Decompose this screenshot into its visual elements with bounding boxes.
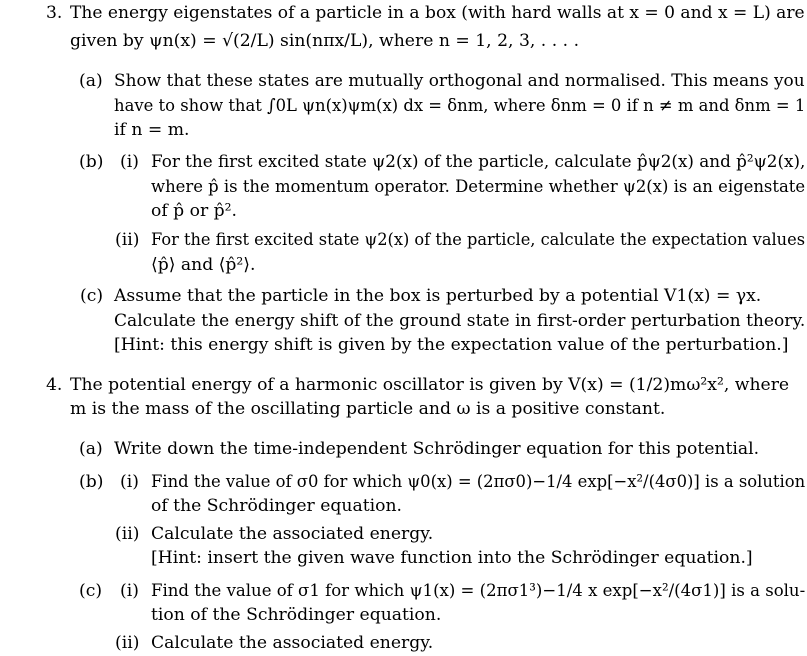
question-4c-label: (c) — [79, 581, 103, 601]
question-4c-ii-label: (ii) — [115, 633, 140, 653]
question-4b-label: (b) — [79, 472, 104, 492]
question-4-intro-line-2: m is the mass of the oscillating particle and ω is a positive constant. — [70, 399, 666, 419]
question-4b-i-line-1: Find the value of σ0 for which ψ0(x) = (2πσ0)−1/4 exp[−x²/(4σ0)] is a solution — [151, 472, 806, 492]
question-3-number: 3. — [46, 3, 63, 23]
question-3b-ii-label: (ii) — [115, 230, 140, 250]
question-3b-i-line-2: where p̂ is the momentum operator. Determine whether ψ2(x) is an eigenstate — [151, 177, 806, 197]
question-3b-i-label: (i) — [120, 152, 139, 172]
question-3b-ii-line-2: ⟨p̂⟩ and ⟨p̂²⟩. — [151, 255, 256, 275]
question-4-intro-line-1: The potential energy of a harmonic oscillator is given by V(x) = (1/2)mω²x², where — [70, 375, 790, 395]
question-3c-line-3: [Hint: this energy shift is given by the expectation value of the perturbation.] — [114, 335, 789, 355]
question-4a-label: (a) — [79, 439, 103, 459]
question-3a-line-1: Show that these states are mutually orthogonal and normalised. This means you — [114, 71, 805, 91]
question-4b-ii-label: (ii) — [115, 524, 140, 544]
question-3c-label: (c) — [80, 286, 104, 306]
question-3-intro-line-1: The energy eigenstates of a particle in a box (with hard walls at x = 0 and x = L) are — [70, 3, 805, 23]
question-3c-line-1: Assume that the particle in the box is perturbed by a potential V1(x) = γx. — [114, 286, 762, 306]
question-3c-line-2: Calculate the energy shift of the ground state in first-order perturbation theory. — [114, 311, 806, 331]
question-4a-line-1: Write down the time-independent Schrödinger equation for this potential. — [114, 439, 760, 459]
question-3b-i-line-1: For the first excited state ψ2(x) of the particle, calculate p̂ψ2(x) and p̂²ψ2(x), — [151, 152, 806, 172]
question-4b-ii-line-1: Calculate the associated energy. — [151, 524, 434, 544]
question-4b-ii-line-2: [Hint: insert the given wave function into the Schrödinger equation.] — [151, 548, 753, 568]
question-4c-i-line-1: Find the value of σ1 for which ψ1(x) = (2πσ1³)−1/4 x exp[−x²/(4σ1)] is a solu- — [151, 581, 806, 601]
question-4c-ii-line-1: Calculate the associated energy. — [151, 633, 434, 653]
question-3a-line-2: have to show that ∫0L ψn(x)ψm(x) dx = δnm, where δnm = 0 if n ≠ m and δnm = 1 — [114, 96, 806, 116]
question-4b-i-label: (i) — [120, 472, 139, 492]
question-3a-line-3: if n = m. — [114, 120, 190, 140]
question-4-number: 4. — [46, 375, 63, 395]
question-4c-i-line-2: tion of the Schrödinger equation. — [151, 605, 442, 625]
question-3b-i-line-3: of p̂ or p̂². — [151, 201, 238, 221]
question-3b-ii-line-1: For the first excited state ψ2(x) of the particle, calculate the expectation values — [151, 230, 806, 250]
question-4b-i-line-2: of the Schrödinger equation. — [151, 496, 403, 516]
question-3a-label: (a) — [79, 71, 103, 91]
question-4c-i-label: (i) — [120, 581, 139, 601]
question-3b-label: (b) — [79, 152, 104, 172]
question-3-intro-line-2: given by ψn(x) = √(2/L) sin(nπx/L), where n = 1, 2, 3, . . . . — [70, 31, 580, 51]
